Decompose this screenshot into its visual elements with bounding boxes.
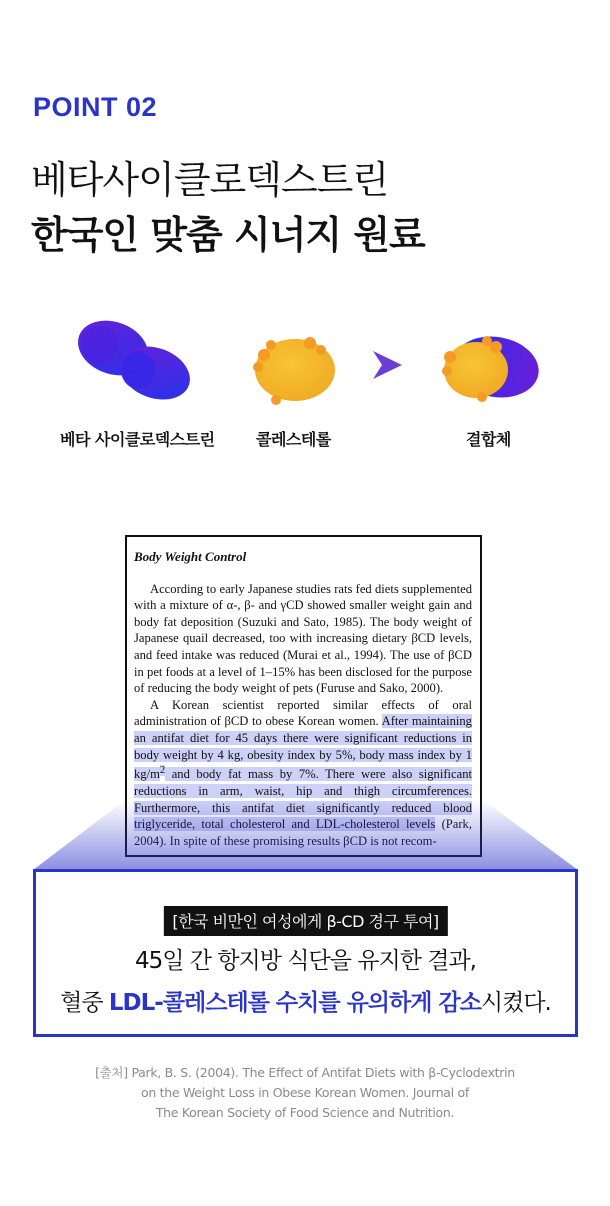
result-line2-suffix: 시켰다. (480, 990, 551, 1016)
result-line2 (36, 984, 575, 1017)
label-beta-cd: 베타 사이클로덱스트린 (60, 430, 215, 449)
source-line1: [출처] Park, B. S. (2004). The Effect of Antifat Diets with β-Cyclodextrin (95, 1065, 515, 1080)
point-label: POINT 02 (33, 92, 158, 122)
cholesterol-molecule-icon (253, 337, 335, 405)
source-line2: on the Weight Loss in Obese Korean Women. Journal of (141, 1085, 469, 1100)
zoom-beam (0, 800, 610, 875)
label-complex: 결합체 (466, 430, 511, 449)
paper-paragraph-1: According to early Japanese studies rats fed diets supplemented with a mixture of α-, β- and γCD showed smaller weight gain and body fat deposition (Suzuki and Sato, 1985). The body weight of Japanese quail decreased, too with increasing dietary βCD levels, and feed intake was reduced (Murai et al., 1994). The use of βCD in pet foods at a level of 1–15% has been disclosed for the purpose of reducing the body weight of pets (Furuse and Sako, 2000). (134, 581, 472, 696)
source-citation (0, 1063, 610, 1123)
paper-highlight-a: After maintaining an antifat diet for 45 days there were significant reductions in body weight by 4 kg, obesity index by 5%, body mass index by 1 kg/m (134, 714, 472, 782)
result-line2-emphasis: LDL-콜레스테롤 수치를 유의하게 감소 (108, 990, 481, 1016)
binding-illustration (0, 315, 610, 425)
paper-highlight-b: and body fat mass by 7%. There were also significant reductions in arm, waist, hip and thigh circumferences. (134, 767, 472, 831)
label-cholesterol: 콜레스테롤 (256, 430, 331, 449)
arrow-right-icon (373, 351, 402, 379)
complex-molecule-icon (442, 330, 544, 404)
result-line1: 45일 간 항지방 식단을 유지한 결과, (135, 948, 476, 974)
paper-highlight-sup: 2 (159, 765, 166, 777)
page-title-line2: 한국인 맞춤 시너지 원료 (31, 213, 425, 257)
beta-cd-molecule-icon (70, 315, 197, 409)
paper-para2-start: A Korean scientist reported similar effects of oral administration of βCD to obese Korean women. (134, 697, 472, 729)
study-tag: [한국 비만인 여성에게 β-CD 경구 투여] (163, 906, 447, 936)
result-line2-prefix: 혈중 (60, 990, 109, 1016)
source-line3: The Korean Society of Food Science and Nutrition. (155, 1105, 455, 1120)
page-title-line1: 베타사이클로덱스트린 (31, 158, 389, 202)
paper-heading: Body Weight Control (134, 549, 247, 564)
result-callout (33, 869, 578, 1037)
